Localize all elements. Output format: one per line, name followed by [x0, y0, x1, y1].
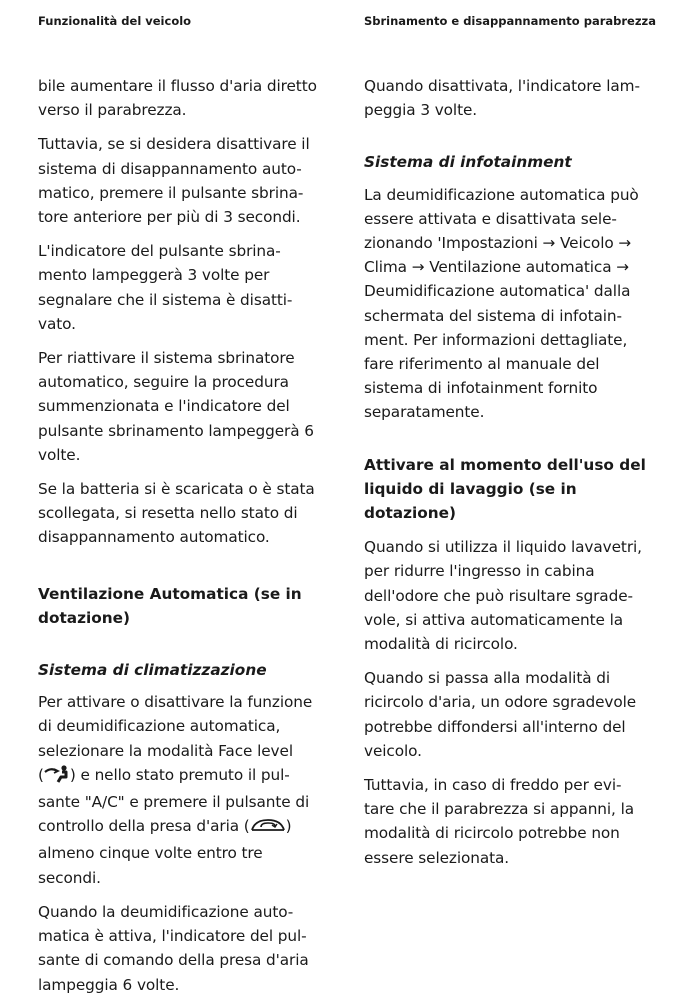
- subheading-infotainment-system: Sistema di infotainment: [364, 153, 572, 172]
- subheading-climate-system: Sistema di climatizzazione: [38, 661, 267, 680]
- paragraph: Quando si passa alla modalità di ricircolo d'aria, un odore sgradevole potrebbe diffondersi all'interno del veicolo.: [364, 669, 637, 760]
- face-level-icon: [44, 765, 70, 790]
- paragraph: Se la batteria si è scaricata o è stata scollegata, si resetta nello stato di disappannamento automatico.: [38, 480, 315, 547]
- air-intake-recirculation-icon: [250, 816, 286, 841]
- right-column: [364, 74, 664, 880]
- header-section-title: Funzionalità del veicolo: [38, 14, 192, 28]
- paragraph: Tuttavia, se si desidera disattivare il sistema di disappannamento auto- matico, premere il pulsante sbrina- tore anteriore per più di 3 secondi.: [38, 135, 310, 227]
- header-chapter-title: Sbrinamento e disappannamento parabrezza: [363, 14, 656, 28]
- paragraph: L'indicatore del pulsante sbrina- mento lampeggerà 3 volte per segnalare che il sistema è disatti- vato.: [38, 242, 293, 333]
- left-column: [38, 74, 338, 1007]
- paragraph: Per riattivare il sistema sbrinatore automatico, seguire la procedura summenzionata e l'indicatore del pulsante sbrinamento lampeggerà 6 volte.: [38, 349, 314, 464]
- section-heading-ventilation: Ventilazione Automatica (se in dotazione): [38, 584, 302, 627]
- paragraph: La deumidificazione automatica può essere attivata e disattivata sele- zionando 'Impostazioni → Veicolo → Clima → Ventilazione automatica → Deumidificazione automatica' dalla schermata del sistema di infotain- ment. Per informazioni dettagliate, fare riferimento al manuale del sistema di infotainment fornito separatamente.: [364, 185, 639, 422]
- paragraph-activation: Per attivare o disattivare la funzione di deumidificazione automatica, selezionare la modalità Face level ( ) e nello stato premuto il pul- sante "A/C" e premere il pulsante di controllo della presa d'aria ( ) almeno cinque volte entro tre secondi.: [38, 693, 313, 887]
- paragraph: bile aumentare il flusso d'aria diretto verso il parabrezza.: [38, 77, 317, 120]
- paragraph: Quando disattivata, l'indicatore lam- peggia 3 volte.: [364, 77, 640, 120]
- paragraph: Quando la deumidificazione auto- matica è attiva, l'indicatore del pul- sante di comando della presa d'aria lampeggia 6 volte.: [38, 902, 309, 994]
- page-header: [38, 14, 656, 34]
- paragraph: Tuttavia, in caso di freddo per evi- tare che il parabrezza si appanni, la modalità di ricircolo potrebbe non essere selezionata.: [364, 776, 634, 867]
- section-heading-washer-fluid: Attivare al momento dell'uso del liquido di lavaggio (se in dotazione): [364, 455, 646, 523]
- paragraph: Quando si utilizza il liquido lavavetri, per ridurre l'ingresso in cabina dell'odore che può risultare sgrade- vole, si attiva automaticamente la modalità di ricircolo.: [364, 538, 642, 654]
